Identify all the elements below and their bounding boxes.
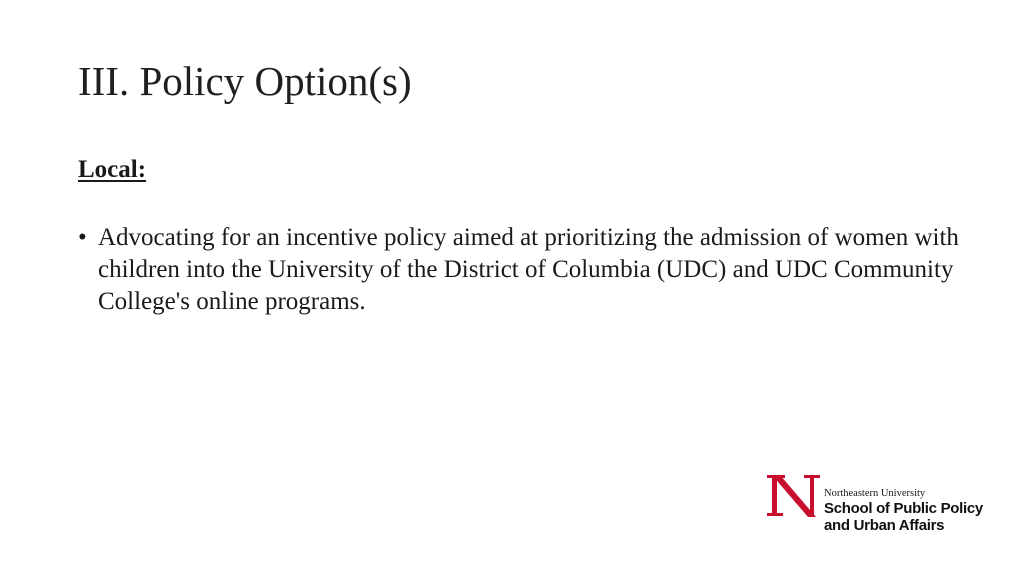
northeastern-n-icon	[766, 474, 822, 518]
logo-university: Northeastern University	[824, 488, 926, 499]
bullet-list	[78, 222, 968, 318]
bullet-item	[78, 222, 968, 318]
logo-school-line2: and Urban Affairs	[824, 517, 945, 534]
slide-title: III. Policy Option(s)	[78, 58, 412, 104]
section-heading: Local:	[78, 156, 147, 183]
northeastern-logo	[766, 474, 1006, 536]
logo-text	[824, 488, 983, 534]
bullet-marker: •	[78, 224, 87, 251]
bullet-text: Advocating for an incentive policy aimed at prioritizing the admission of women with children into the University of the District of Columbia (UDC) and UDC Community College's online programs.	[98, 224, 959, 315]
logo-school-line1: School of Public Policy	[824, 500, 983, 517]
